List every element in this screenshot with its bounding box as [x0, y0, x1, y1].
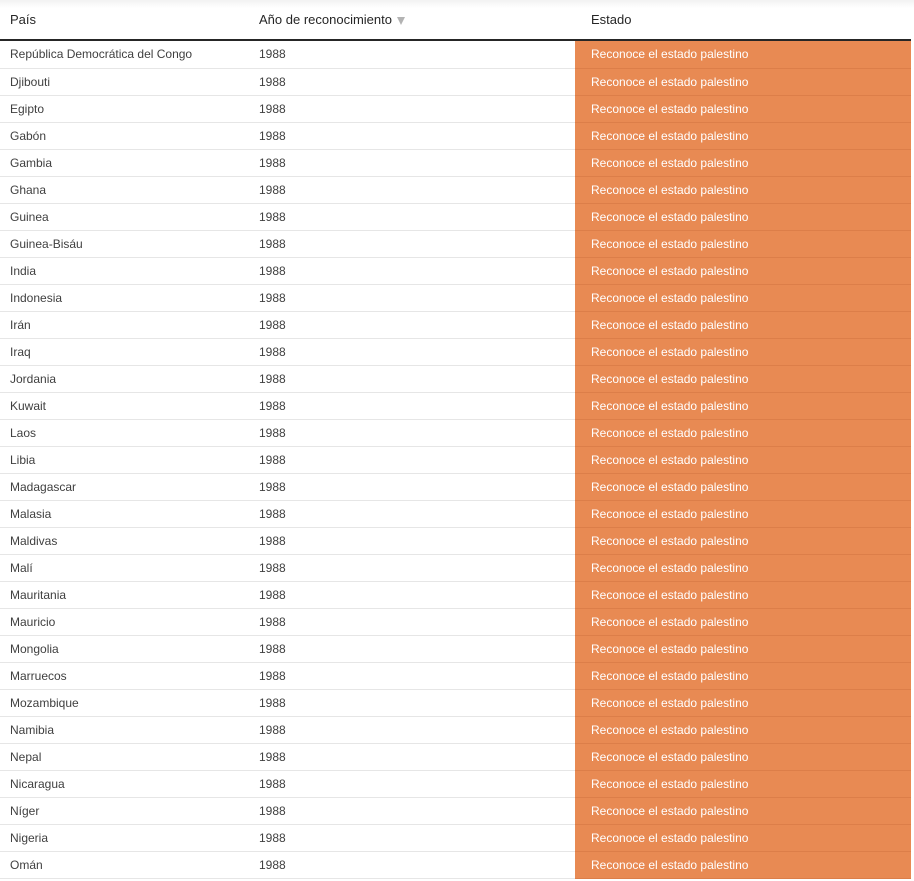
table-row: [0, 338, 911, 365]
cell-status: Reconoce el estado palestino: [575, 743, 911, 770]
cell-year: 1988: [249, 68, 575, 95]
cell-year: 1988: [249, 284, 575, 311]
cell-year: 1988: [249, 95, 575, 122]
cell-country: Malí: [0, 554, 249, 581]
cell-status: Reconoce el estado palestino: [575, 473, 911, 500]
cell-country: Libia: [0, 446, 249, 473]
table-row: [0, 635, 911, 662]
table-row: [0, 500, 911, 527]
cell-status: Reconoce el estado palestino: [575, 770, 911, 797]
table-row: [0, 149, 911, 176]
cell-year: 1988: [249, 203, 575, 230]
table-body: [0, 40, 911, 878]
cell-country: Nigeria: [0, 824, 249, 851]
sort-down-icon[interactable]: [397, 17, 405, 25]
table-row: [0, 581, 911, 608]
column-header-status[interactable]: [575, 0, 911, 40]
table-row: [0, 257, 911, 284]
table-row: [0, 797, 911, 824]
cell-year: 1988: [249, 419, 575, 446]
cell-country: Malasia: [0, 500, 249, 527]
cell-country: Djibouti: [0, 68, 249, 95]
table-row: [0, 554, 911, 581]
cell-status: Reconoce el estado palestino: [575, 527, 911, 554]
table-row: [0, 122, 911, 149]
table-row: [0, 311, 911, 338]
cell-country: Ghana: [0, 176, 249, 203]
cell-status: Reconoce el estado palestino: [575, 419, 911, 446]
table-header: [0, 0, 911, 40]
cell-country: República Democrática del Congo: [0, 40, 249, 68]
cell-status: Reconoce el estado palestino: [575, 338, 911, 365]
table-row: [0, 824, 911, 851]
cell-status: Reconoce el estado palestino: [575, 68, 911, 95]
cell-year: 1988: [249, 149, 575, 176]
table-row: [0, 230, 911, 257]
column-header-label: País: [10, 12, 37, 27]
cell-country: Irán: [0, 311, 249, 338]
cell-country: Indonesia: [0, 284, 249, 311]
cell-year: 1988: [249, 365, 575, 392]
cell-status: Reconoce el estado palestino: [575, 230, 911, 257]
cell-status: Reconoce el estado palestino: [575, 797, 911, 824]
table-row: [0, 203, 911, 230]
cell-country: Omán: [0, 851, 249, 878]
table-row: [0, 527, 911, 554]
cell-year: 1988: [249, 446, 575, 473]
cell-status: Reconoce el estado palestino: [575, 581, 911, 608]
table-row: [0, 365, 911, 392]
cell-year: 1988: [249, 527, 575, 554]
table-row: [0, 743, 911, 770]
cell-status: Reconoce el estado palestino: [575, 689, 911, 716]
cell-year: 1988: [249, 122, 575, 149]
table-row: [0, 95, 911, 122]
cell-status: Reconoce el estado palestino: [575, 311, 911, 338]
cell-status: Reconoce el estado palestino: [575, 635, 911, 662]
cell-status: Reconoce el estado palestino: [575, 149, 911, 176]
cell-year: 1988: [249, 797, 575, 824]
cell-year: 1988: [249, 338, 575, 365]
cell-country: Mozambique: [0, 689, 249, 716]
cell-country: Gambia: [0, 149, 249, 176]
cell-year: 1988: [249, 392, 575, 419]
cell-status: Reconoce el estado palestino: [575, 851, 911, 878]
cell-status: Reconoce el estado palestino: [575, 662, 911, 689]
cell-year: 1988: [249, 311, 575, 338]
cell-country: Mauritania: [0, 581, 249, 608]
cell-country: Kuwait: [0, 392, 249, 419]
table-row: [0, 284, 911, 311]
cell-status: Reconoce el estado palestino: [575, 122, 911, 149]
cell-year: 1988: [249, 689, 575, 716]
cell-country: Guinea: [0, 203, 249, 230]
cell-country: Namibia: [0, 716, 249, 743]
cell-status: Reconoce el estado palestino: [575, 554, 911, 581]
cell-status: Reconoce el estado palestino: [575, 40, 911, 68]
cell-year: 1988: [249, 230, 575, 257]
cell-status: Reconoce el estado palestino: [575, 392, 911, 419]
cell-year: 1988: [249, 581, 575, 608]
cell-country: Maldivas: [0, 527, 249, 554]
table-row: [0, 716, 911, 743]
table-row: [0, 446, 911, 473]
cell-year: 1988: [249, 662, 575, 689]
table-row: [0, 608, 911, 635]
table-row: [0, 473, 911, 500]
cell-status: Reconoce el estado palestino: [575, 365, 911, 392]
cell-country: Iraq: [0, 338, 249, 365]
cell-country: Guinea-Bisáu: [0, 230, 249, 257]
cell-status: Reconoce el estado palestino: [575, 500, 911, 527]
cell-year: 1988: [249, 554, 575, 581]
table-row: [0, 40, 911, 68]
cell-year: 1988: [249, 176, 575, 203]
cell-status: Reconoce el estado palestino: [575, 203, 911, 230]
cell-country: Níger: [0, 797, 249, 824]
cell-status: Reconoce el estado palestino: [575, 284, 911, 311]
cell-status: Reconoce el estado palestino: [575, 824, 911, 851]
column-header-year[interactable]: [249, 0, 575, 40]
cell-year: 1988: [249, 500, 575, 527]
cell-year: 1988: [249, 257, 575, 284]
table-row: [0, 770, 911, 797]
cell-status: Reconoce el estado palestino: [575, 176, 911, 203]
column-header-label: Año de reconocimiento: [259, 12, 392, 27]
cell-country: Marruecos: [0, 662, 249, 689]
table-row: [0, 176, 911, 203]
cell-country: Nicaragua: [0, 770, 249, 797]
table-row: [0, 689, 911, 716]
cell-country: Nepal: [0, 743, 249, 770]
cell-status: Reconoce el estado palestino: [575, 716, 911, 743]
cell-status: Reconoce el estado palestino: [575, 446, 911, 473]
cell-country: Laos: [0, 419, 249, 446]
table-row: [0, 392, 911, 419]
cell-year: 1988: [249, 851, 575, 878]
cell-status: Reconoce el estado palestino: [575, 95, 911, 122]
cell-year: 1988: [249, 824, 575, 851]
cell-country: Mauricio: [0, 608, 249, 635]
cell-country: Gabón: [0, 122, 249, 149]
table-row: [0, 851, 911, 878]
column-header-country[interactable]: [0, 0, 249, 40]
cell-year: 1988: [249, 473, 575, 500]
cell-country: India: [0, 257, 249, 284]
cell-country: Mongolia: [0, 635, 249, 662]
cell-country: Madagascar: [0, 473, 249, 500]
cell-country: Jordania: [0, 365, 249, 392]
column-header-label: Estado: [591, 12, 632, 27]
cell-status: Reconoce el estado palestino: [575, 257, 911, 284]
cell-year: 1988: [249, 716, 575, 743]
cell-year: 1988: [249, 770, 575, 797]
table-row: [0, 68, 911, 95]
header-row: [0, 0, 911, 40]
cell-country: Egipto: [0, 95, 249, 122]
cell-year: 1988: [249, 743, 575, 770]
table-row: [0, 662, 911, 689]
cell-year: 1988: [249, 635, 575, 662]
cell-year: 1988: [249, 40, 575, 68]
table-row: [0, 419, 911, 446]
cell-status: Reconoce el estado palestino: [575, 608, 911, 635]
cell-year: 1988: [249, 608, 575, 635]
